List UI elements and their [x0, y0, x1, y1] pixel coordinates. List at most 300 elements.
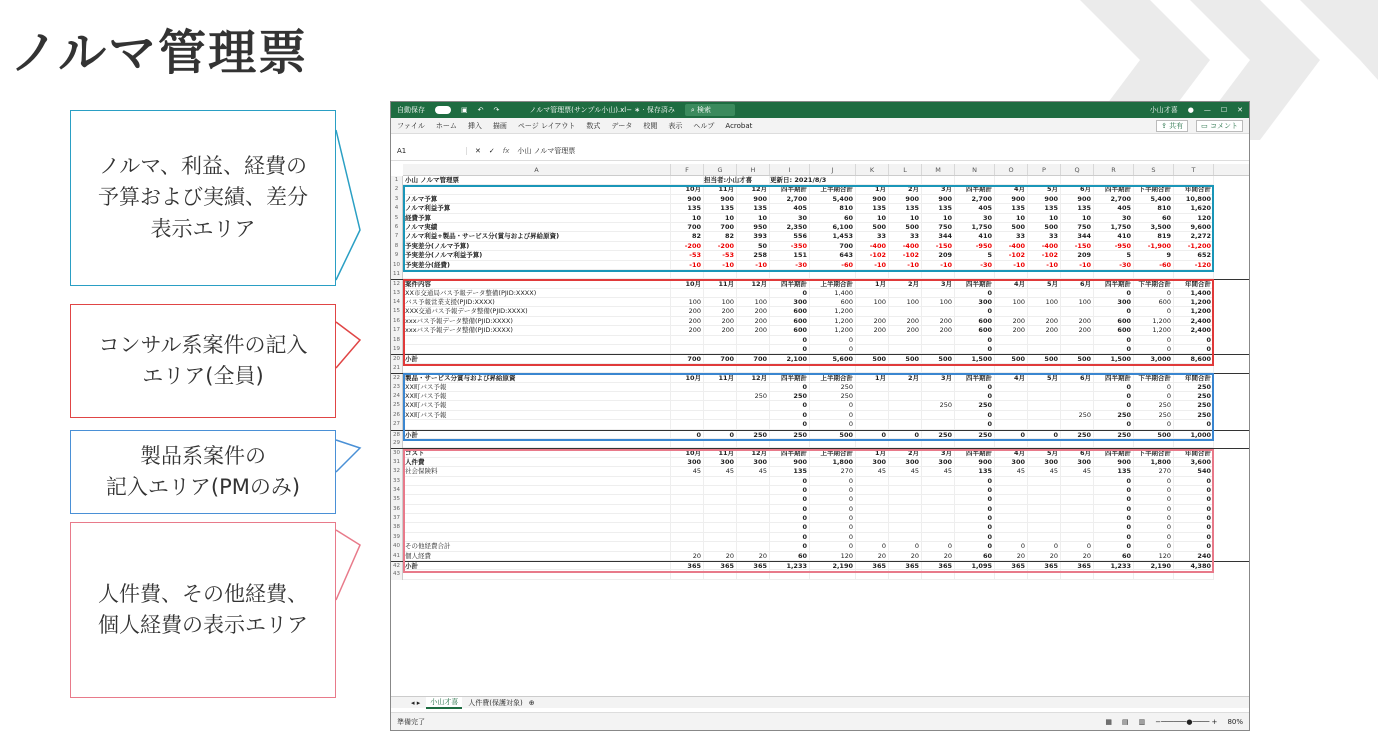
column-header-t[interactable]: T [1174, 164, 1214, 175]
table-cell[interactable] [737, 514, 770, 523]
table-cell[interactable] [922, 439, 955, 448]
table-cell[interactable] [1134, 570, 1174, 579]
table-cell[interactable]: 0 [955, 477, 995, 486]
sheet-tab-personnel[interactable]: 人件費(保護対象) [468, 698, 523, 707]
table-cell[interactable]: 0 [856, 542, 889, 551]
table-cell[interactable]: 900 [671, 195, 704, 204]
table-cell[interactable]: 上半期合計 [810, 374, 856, 382]
table-cell[interactable]: 900 [1028, 195, 1061, 204]
table-cell[interactable]: 365 [995, 562, 1028, 570]
table-cell[interactable]: 2月 [889, 280, 922, 288]
table-cell[interactable]: 750 [1061, 223, 1094, 232]
table-cell[interactable] [1028, 533, 1061, 542]
table-cell[interactable] [1028, 477, 1061, 486]
table-cell[interactable] [922, 477, 955, 486]
table-cell[interactable]: 45 [1061, 467, 1094, 476]
table-cell[interactable]: 3,000 [1134, 355, 1174, 363]
table-cell[interactable] [737, 420, 770, 429]
table-cell[interactable]: 0 [1094, 401, 1134, 410]
row-label-cell[interactable]: コスト [403, 449, 671, 457]
table-cell[interactable] [889, 523, 922, 532]
table-cell[interactable]: 0 [1094, 289, 1134, 298]
table-cell[interactable]: 1,200 [1174, 307, 1214, 316]
row-label-cell[interactable]: 社会保険料 [403, 467, 671, 476]
menu-formulas[interactable]: 数式 [586, 121, 601, 130]
table-cell[interactable]: 600 [1134, 298, 1174, 307]
row-number[interactable]: 8 [391, 242, 403, 251]
table-cell[interactable]: 0 [955, 336, 995, 345]
avatar[interactable]: ● [1187, 106, 1194, 114]
row-number[interactable]: 32 [391, 467, 403, 476]
row-number[interactable]: 33 [391, 477, 403, 486]
table-cell[interactable] [1174, 570, 1214, 579]
table-cell[interactable]: 1月 [856, 449, 889, 457]
row-number[interactable]: 18 [391, 336, 403, 345]
table-cell[interactable] [704, 401, 737, 410]
table-cell[interactable]: 82 [704, 232, 737, 241]
table-cell[interactable]: 410 [1094, 232, 1134, 241]
table-cell[interactable] [889, 383, 922, 392]
table-cell[interactable]: 250 [1094, 431, 1134, 439]
row-label-cell[interactable]: バス予報営業支援(PJID:XXXX) [403, 298, 671, 307]
row-label-cell[interactable]: XX町バス予報 [403, 392, 671, 401]
table-cell[interactable]: 45 [671, 467, 704, 476]
row-label-cell[interactable] [403, 477, 671, 486]
table-cell[interactable]: 1,233 [770, 562, 810, 570]
table-cell[interactable] [856, 336, 889, 345]
table-cell[interactable] [704, 486, 737, 495]
table-cell[interactable] [810, 570, 856, 579]
table-cell[interactable] [1028, 383, 1061, 392]
table-cell[interactable]: 0 [1094, 336, 1134, 345]
cancel-icon[interactable]: ✕ [475, 146, 481, 155]
table-cell[interactable] [704, 495, 737, 504]
table-cell[interactable] [995, 336, 1028, 345]
table-cell[interactable]: 5,600 [810, 355, 856, 363]
table-cell[interactable]: 0 [1094, 533, 1134, 542]
maximize-icon[interactable]: ☐ [1220, 106, 1228, 114]
table-cell[interactable]: 250 [770, 392, 810, 401]
table-cell[interactable]: 0 [1174, 336, 1214, 345]
table-cell[interactable]: 900 [995, 195, 1028, 204]
table-cell[interactable]: 250 [922, 401, 955, 410]
table-cell[interactable] [889, 477, 922, 486]
table-cell[interactable]: 0 [1174, 420, 1214, 429]
table-cell[interactable]: 200 [1061, 317, 1094, 326]
column-header-r[interactable]: R [1094, 164, 1134, 175]
table-cell[interactable]: 10 [922, 214, 955, 223]
table-cell[interactable]: 年間合計 [1174, 374, 1214, 382]
table-cell[interactable]: 10 [1061, 214, 1094, 223]
table-cell[interactable] [1061, 336, 1094, 345]
table-cell[interactable]: 10,800 [1174, 195, 1214, 204]
table-cell[interactable]: -10 [922, 261, 955, 270]
table-cell[interactable]: 365 [671, 562, 704, 570]
row-number[interactable]: 24 [391, 392, 403, 401]
spreadsheet-grid[interactable] [391, 164, 1249, 696]
table-cell[interactable] [810, 439, 856, 448]
table-cell[interactable]: 100 [889, 298, 922, 307]
table-cell[interactable]: 0 [1094, 345, 1134, 354]
table-cell[interactable] [889, 533, 922, 542]
table-cell[interactable]: 240 [1174, 552, 1214, 561]
table-cell[interactable] [995, 411, 1028, 420]
column-header-n[interactable]: N [955, 164, 995, 175]
table-cell[interactable] [856, 307, 889, 316]
table-cell[interactable]: 0 [1094, 307, 1134, 316]
table-cell[interactable]: -10 [1061, 261, 1094, 270]
table-cell[interactable] [1028, 486, 1061, 495]
table-cell[interactable] [889, 570, 922, 579]
table-cell[interactable]: 0 [770, 533, 810, 542]
table-cell[interactable]: 45 [1028, 467, 1061, 476]
table-cell[interactable] [737, 176, 770, 185]
table-cell[interactable]: 200 [704, 307, 737, 316]
table-cell[interactable]: 4月 [995, 449, 1028, 457]
normal-view-icon[interactable]: ▦ [1105, 717, 1112, 726]
table-cell[interactable]: 担当者:小山才喜 [704, 176, 753, 184]
row-number[interactable]: 13 [391, 289, 403, 298]
table-cell[interactable]: 0 [1134, 336, 1174, 345]
table-cell[interactable] [995, 289, 1028, 298]
row-label-cell[interactable]: 経費予算 [403, 214, 671, 223]
table-cell[interactable]: 0 [1094, 523, 1134, 532]
table-cell[interactable]: 0 [1134, 495, 1174, 504]
table-cell[interactable] [955, 270, 995, 279]
table-cell[interactable] [1174, 439, 1214, 448]
table-cell[interactable]: 300 [955, 298, 995, 307]
row-label-cell[interactable]: xxxバス予報データ整備(PJID:XXXX) [403, 317, 671, 326]
table-cell[interactable]: 10 [737, 214, 770, 223]
table-cell[interactable]: 0 [1174, 495, 1214, 504]
table-cell[interactable] [704, 533, 737, 542]
table-cell[interactable] [889, 392, 922, 401]
table-cell[interactable] [671, 486, 704, 495]
table-cell[interactable]: 0 [1094, 542, 1134, 551]
table-cell[interactable] [1094, 570, 1134, 579]
table-cell[interactable] [737, 495, 770, 504]
table-cell[interactable]: 600 [810, 298, 856, 307]
close-icon[interactable]: ✕ [1237, 106, 1243, 114]
table-cell[interactable] [704, 439, 737, 448]
table-cell[interactable]: 365 [1061, 562, 1094, 570]
table-cell[interactable]: 四半期計 [770, 185, 810, 194]
table-cell[interactable]: 600 [770, 326, 810, 335]
table-cell[interactable] [995, 570, 1028, 579]
undo-icon[interactable]: ↶ [477, 106, 484, 114]
table-cell[interactable]: 5月 [1028, 374, 1061, 382]
table-cell[interactable]: 2月 [889, 185, 922, 194]
table-cell[interactable] [995, 420, 1028, 429]
table-cell[interactable]: 135 [995, 204, 1028, 213]
table-cell[interactable]: 250 [955, 401, 995, 410]
table-cell[interactable] [770, 570, 810, 579]
table-cell[interactable] [922, 514, 955, 523]
table-cell[interactable]: 0 [1134, 523, 1174, 532]
table-cell[interactable] [671, 533, 704, 542]
table-cell[interactable]: 20 [889, 552, 922, 561]
row-number[interactable]: 35 [391, 495, 403, 504]
row-label-cell[interactable] [403, 505, 671, 514]
table-cell[interactable] [1061, 176, 1094, 185]
table-cell[interactable]: 10月 [671, 280, 704, 288]
row-label-cell[interactable]: 小計 [403, 562, 671, 570]
table-cell[interactable] [737, 364, 770, 373]
table-cell[interactable]: 30 [1094, 214, 1134, 223]
table-cell[interactable] [671, 401, 704, 410]
table-cell[interactable] [1028, 289, 1061, 298]
row-label-cell[interactable]: ノルマ利益予算 [403, 204, 671, 213]
table-cell[interactable]: 60 [955, 552, 995, 561]
table-cell[interactable]: 3月 [922, 280, 955, 288]
table-cell[interactable]: 1,750 [955, 223, 995, 232]
table-cell[interactable]: 200 [737, 326, 770, 335]
table-cell[interactable] [922, 570, 955, 579]
table-cell[interactable]: 151 [770, 251, 810, 260]
table-cell[interactable] [1094, 439, 1134, 448]
table-cell[interactable] [704, 570, 737, 579]
table-cell[interactable]: 2,700 [1094, 195, 1134, 204]
row-label-cell[interactable] [403, 270, 671, 279]
table-cell[interactable] [704, 364, 737, 373]
table-cell[interactable]: 10月 [671, 185, 704, 194]
table-cell[interactable]: 300 [922, 458, 955, 467]
table-cell[interactable]: 0 [810, 411, 856, 420]
table-cell[interactable] [704, 542, 737, 551]
table-cell[interactable]: 1,233 [1094, 562, 1134, 570]
table-cell[interactable] [1061, 383, 1094, 392]
menu-home[interactable]: ホーム [435, 121, 457, 130]
row-label-cell[interactable]: XX町バス予報 [403, 401, 671, 410]
table-cell[interactable]: 250 [810, 392, 856, 401]
table-cell[interactable] [1134, 439, 1174, 448]
table-cell[interactable] [671, 439, 704, 448]
table-cell[interactable]: 135 [922, 204, 955, 213]
table-cell[interactable] [1061, 570, 1094, 579]
table-cell[interactable] [995, 401, 1028, 410]
table-cell[interactable] [704, 270, 737, 279]
row-label-cell[interactable]: 個人経費 [403, 552, 671, 561]
table-cell[interactable]: 4月 [995, 185, 1028, 194]
page-layout-icon[interactable]: ▤ [1121, 717, 1129, 726]
table-cell[interactable]: 30 [770, 214, 810, 223]
table-cell[interactable] [704, 477, 737, 486]
table-cell[interactable]: 2,700 [955, 195, 995, 204]
table-cell[interactable]: 45 [922, 467, 955, 476]
table-cell[interactable]: 45 [889, 467, 922, 476]
table-cell[interactable]: 9 [1134, 251, 1174, 260]
table-cell[interactable]: 5 [1094, 251, 1134, 260]
table-cell[interactable] [1061, 289, 1094, 298]
menu-acrobat[interactable]: Acrobat [725, 121, 753, 130]
row-number[interactable]: 31 [391, 458, 403, 467]
table-cell[interactable]: 0 [810, 542, 856, 551]
table-cell[interactable]: 1,200 [1134, 317, 1174, 326]
table-cell[interactable] [704, 336, 737, 345]
table-cell[interactable]: 0 [1134, 289, 1174, 298]
table-cell[interactable] [810, 176, 856, 185]
table-cell[interactable]: 0 [1134, 505, 1174, 514]
table-cell[interactable]: 900 [889, 195, 922, 204]
table-cell[interactable]: 200 [889, 317, 922, 326]
table-cell[interactable] [889, 176, 922, 185]
table-cell[interactable]: 200 [704, 317, 737, 326]
table-cell[interactable] [995, 383, 1028, 392]
table-cell[interactable]: 2,190 [810, 562, 856, 570]
table-cell[interactable]: 900 [856, 195, 889, 204]
row-label-cell[interactable]: ノルマ利益+製品・サービス分(賞与および昇給原資) [403, 232, 671, 241]
table-cell[interactable]: 2,100 [770, 355, 810, 363]
table-cell[interactable] [671, 411, 704, 420]
table-cell[interactable]: 250 [1134, 411, 1174, 420]
table-cell[interactable]: 0 [955, 505, 995, 514]
table-cell[interactable]: -10 [995, 261, 1028, 270]
table-cell[interactable] [1028, 495, 1061, 504]
table-cell[interactable]: 135 [955, 467, 995, 476]
table-cell[interactable]: 33 [889, 232, 922, 241]
table-cell[interactable] [856, 505, 889, 514]
table-cell[interactable]: 四半期計 [770, 280, 810, 288]
table-cell[interactable]: 四半期計 [955, 280, 995, 288]
table-cell[interactable]: 200 [889, 326, 922, 335]
table-cell[interactable]: -400 [889, 242, 922, 251]
table-cell[interactable] [737, 383, 770, 392]
table-cell[interactable] [995, 364, 1028, 373]
table-cell[interactable]: 0 [955, 542, 995, 551]
table-cell[interactable]: 500 [889, 223, 922, 232]
table-cell[interactable]: 3月 [922, 185, 955, 194]
table-cell[interactable]: 4,380 [1174, 562, 1214, 570]
table-cell[interactable]: 12月 [737, 374, 770, 382]
row-label-cell[interactable]: 予実差分(経費) [403, 261, 671, 270]
table-cell[interactable] [995, 307, 1028, 316]
table-cell[interactable] [770, 364, 810, 373]
table-cell[interactable]: -10 [856, 261, 889, 270]
table-cell[interactable] [704, 505, 737, 514]
table-cell[interactable] [889, 514, 922, 523]
table-cell[interactable] [671, 505, 704, 514]
autosave-toggle[interactable] [435, 106, 451, 114]
table-cell[interactable]: 20 [704, 552, 737, 561]
table-cell[interactable]: 300 [671, 458, 704, 467]
table-cell[interactable]: 6月 [1061, 449, 1094, 457]
table-cell[interactable]: -60 [810, 261, 856, 270]
row-number[interactable]: 6 [391, 223, 403, 232]
table-cell[interactable]: 100 [671, 298, 704, 307]
table-cell[interactable] [671, 477, 704, 486]
table-cell[interactable]: 300 [704, 458, 737, 467]
row-number[interactable]: 37 [391, 514, 403, 523]
table-cell[interactable] [955, 176, 995, 185]
table-cell[interactable]: 0 [856, 431, 889, 439]
table-cell[interactable] [671, 514, 704, 523]
table-cell[interactable] [995, 439, 1028, 448]
table-cell[interactable]: 135 [704, 204, 737, 213]
table-cell[interactable] [737, 533, 770, 542]
table-cell[interactable]: 11月 [704, 449, 737, 457]
table-cell[interactable]: 8,600 [1174, 355, 1214, 363]
table-cell[interactable]: 500 [1134, 431, 1174, 439]
table-cell[interactable] [671, 270, 704, 279]
table-cell[interactable]: 四半期計 [955, 185, 995, 194]
table-cell[interactable]: 0 [704, 431, 737, 439]
table-cell[interactable] [1061, 392, 1094, 401]
table-cell[interactable]: 300 [1094, 298, 1134, 307]
table-cell[interactable]: 0 [671, 431, 704, 439]
table-cell[interactable]: 0 [1094, 514, 1134, 523]
table-cell[interactable]: 365 [922, 562, 955, 570]
table-cell[interactable]: 0 [1174, 477, 1214, 486]
sheet-nav-icon[interactable]: ◂ ▸ [411, 698, 421, 707]
table-cell[interactable]: 250 [1174, 392, 1214, 401]
table-cell[interactable]: -350 [770, 242, 810, 251]
table-cell[interactable]: 2,350 [770, 223, 810, 232]
table-cell[interactable]: 250 [737, 431, 770, 439]
table-cell[interactable] [1061, 364, 1094, 373]
table-cell[interactable]: 20 [1028, 552, 1061, 561]
table-cell[interactable]: 0 [995, 431, 1028, 439]
table-cell[interactable]: 200 [1061, 326, 1094, 335]
row-label-cell[interactable] [403, 514, 671, 523]
table-cell[interactable]: 0 [1134, 345, 1174, 354]
table-cell[interactable]: 0 [955, 514, 995, 523]
table-cell[interactable]: -150 [1061, 242, 1094, 251]
table-cell[interactable]: 45 [995, 467, 1028, 476]
table-cell[interactable] [995, 533, 1028, 542]
save-icon[interactable]: ▣ [461, 106, 468, 114]
table-cell[interactable] [856, 514, 889, 523]
table-cell[interactable] [671, 420, 704, 429]
row-number[interactable]: 26 [391, 411, 403, 420]
table-cell[interactable] [922, 289, 955, 298]
table-cell[interactable]: 0 [1174, 542, 1214, 551]
table-cell[interactable]: 250 [1174, 411, 1214, 420]
table-cell[interactable]: 4月 [995, 374, 1028, 382]
table-cell[interactable]: 270 [810, 467, 856, 476]
table-cell[interactable]: 0 [810, 495, 856, 504]
table-cell[interactable]: 0 [1174, 486, 1214, 495]
table-cell[interactable] [995, 495, 1028, 504]
table-cell[interactable]: 300 [1061, 458, 1094, 467]
row-number[interactable]: 19 [391, 345, 403, 354]
column-header-s[interactable]: S [1134, 164, 1174, 175]
table-cell[interactable]: 2月 [889, 449, 922, 457]
table-cell[interactable] [955, 364, 995, 373]
table-cell[interactable] [922, 270, 955, 279]
table-cell[interactable]: 上半期合計 [810, 280, 856, 288]
row-number[interactable]: 9 [391, 251, 403, 260]
table-cell[interactable] [671, 570, 704, 579]
table-cell[interactable]: 0 [955, 307, 995, 316]
table-cell[interactable]: 100 [704, 298, 737, 307]
column-header-q[interactable]: Q [1061, 164, 1094, 175]
table-cell[interactable]: 200 [922, 317, 955, 326]
table-cell[interactable] [671, 523, 704, 532]
table-cell[interactable]: -10 [889, 261, 922, 270]
row-label-cell[interactable] [403, 486, 671, 495]
table-cell[interactable]: 100 [1028, 298, 1061, 307]
table-cell[interactable]: 0 [770, 411, 810, 420]
table-cell[interactable]: 750 [922, 223, 955, 232]
row-label-cell[interactable]: 予実差分(ノルマ利益予算) [403, 251, 671, 260]
table-cell[interactable] [1028, 364, 1061, 373]
row-label-cell[interactable]: ノルマ予算 [403, 195, 671, 204]
row-number[interactable]: 21 [391, 364, 403, 373]
table-cell[interactable]: 20 [1061, 552, 1094, 561]
table-cell[interactable]: 100 [737, 298, 770, 307]
table-cell[interactable]: -10 [1028, 261, 1061, 270]
table-cell[interactable]: 540 [1174, 467, 1214, 476]
